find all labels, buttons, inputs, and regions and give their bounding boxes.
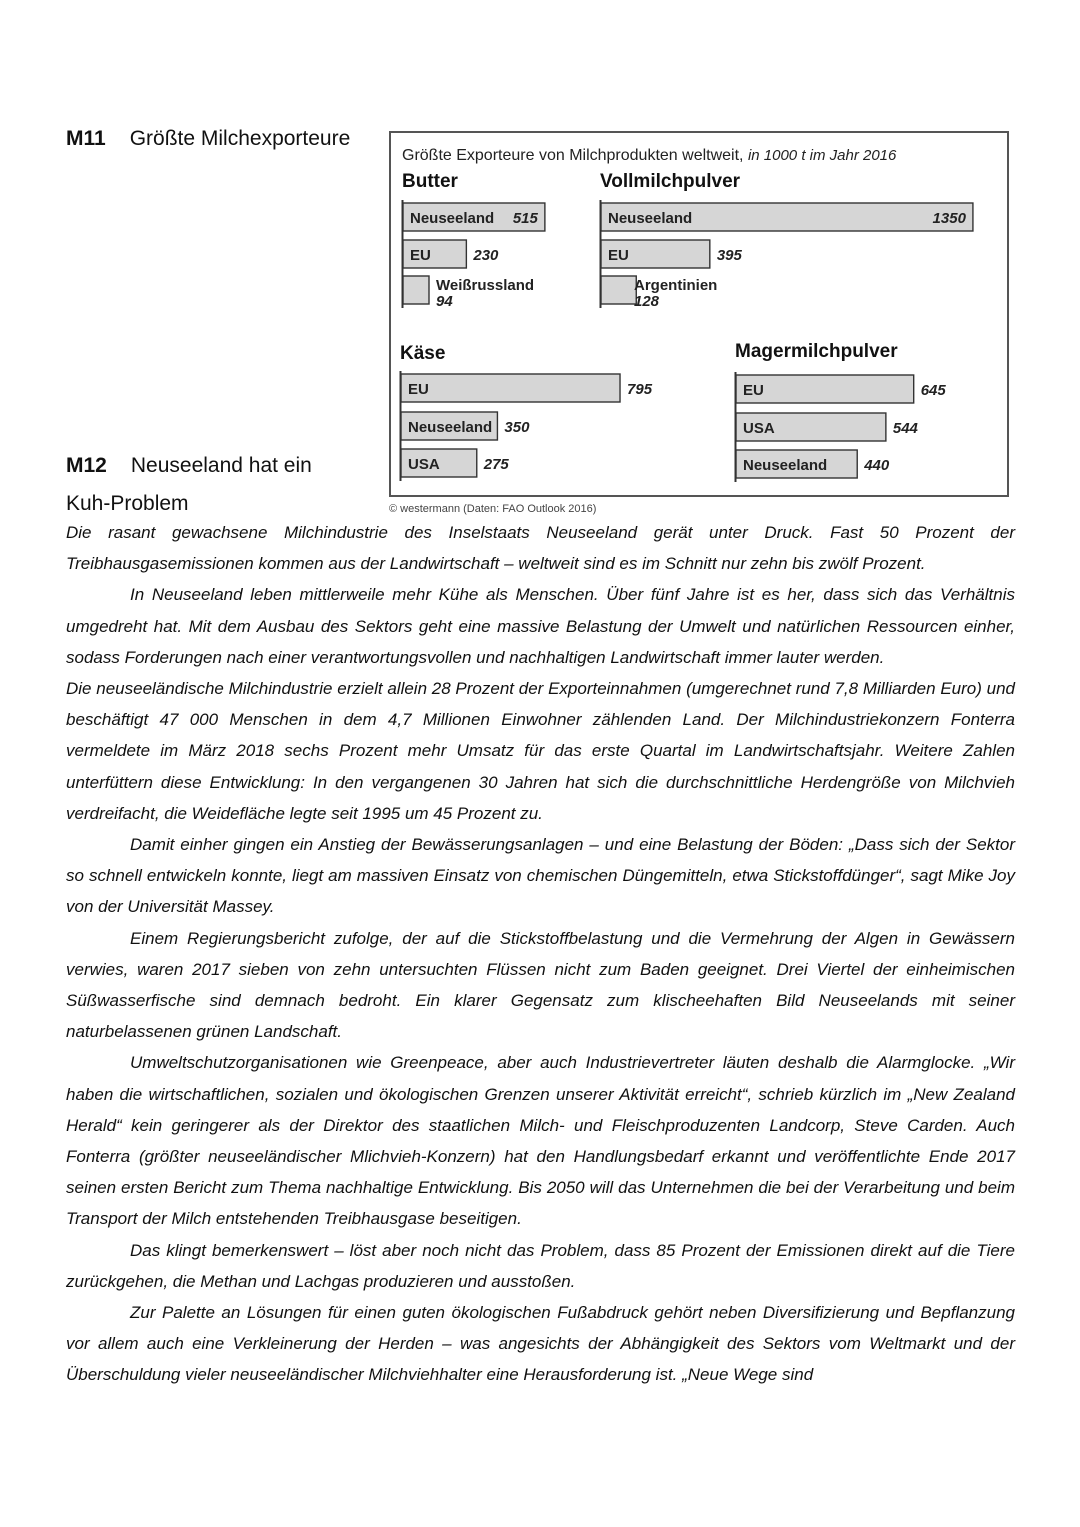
bar-value-4-3: 440 [864,457,890,474]
bar-label-2-2: EU [608,247,629,264]
bar-value-1-1: 515 [512,210,538,227]
m12-heading [66,447,356,523]
article-paragraph-5: Einem Regierungsbericht zufolge, der auf die Stickstoffbelastung und die Vermehrung der Algen in Gewässern verwies, waren 2017 sieben von zehn untersuchten Flüssen nicht zum Baden geeignet. Drei Viertel der einheimischen Süßwasserfische sind demnach bedroht. Ein klarer Gegensatz zum klischeehaften Bild Neuseelands mit seiner naturbelassenen grünen Landschaft. [66,928,1015,1042]
panel-title-3: Käse [400,343,446,364]
bar-value-3-1: 795 [627,381,653,398]
bar-value-4-1: 645 [920,382,946,399]
bar-label-1-2: EU [410,247,431,264]
bar-3-1 [401,374,620,402]
m11-label: M11 [66,127,106,150]
article-paragraph-7: Das klingt bemerkenswert – löst aber noch nicht das Problem, dass 85 Prozent der Emissionen direkt auf die Tiere zurückgehen, die Methan und Lachgas produzieren und ausstoßen. [66,1240,1015,1291]
article-paragraph-4: Damit einher gingen ein Anstieg der Bewässerungsanlagen – und eine Belastung der Böden: „Dass sich der Sektor so schnell entwickeln konnte, liegt am massiven Einsatz von chemischen Düngemitteln, etwa Stickstoffdünger“, sagt Mike Joy von der Universität Massey. [66,835,1015,917]
m11-title: Größte Milchexporteure [129,127,351,150]
bar-value-4-2: 544 [892,420,918,437]
article-paragraph-8: Zur Palette an Lösungen für einen guten ökologischen Fußabdruck gehört neben Diversifizierung und Bepflanzung vor allem auch eine Verkleinerung der Herden – was angesichts der Abhängigkeit des Sektors vom Weltmarkt und der Überschuldung vieler neuseeländischer Milchviehhalter eine Herausforderung ist. „Neue Wege sind [66,1303,1015,1385]
bar-value-3-3: 275 [483,456,509,473]
bar-label-1-3: Weißrussland [436,277,535,294]
bar-label-4-2: USA [743,420,775,437]
panel-title-2: Vollmilchpulver [600,171,741,192]
bar-1-3 [403,276,429,304]
bar-label-2-3: Argentinien [634,277,718,294]
article-paragraph-2: In Neuseeland leben mittlerweile mehr Kühe als Menschen. Über fünf Jahre ist es her, dass sich das Verhältnis umgedreht hat. Mit dem Ausbau des Sektors geht eine massive Belastung der Umwelt und natürlichen Ressourcen einher, sodass Forderungen nach einer verantwortungsvollen und nachhaltigen Landwirtschaft immer lauter werden. [66,585,1015,667]
bar-value-2-2: 395 [716,247,742,264]
article-paragraph-1: Die rasant gewachsene Milchindustrie des Inselstaats Neuseeland gerät unter Druck. Fast 50 Prozent der Treibhausgasemissionen kommen aus der Landwirtschaft – weltweit sind es im Schnitt nur zehn bis zwölf Prozent. [66,523,1015,574]
article-paragraph-3: Die neuseeländische Milchindustrie erzielt allein 28 Prozent der Exporteinnahmen (umgerechnet rund 7,8 Milliarden Euro) und beschäftigt 47 000 Menschen in dem 4,7 Millionen Einwohner zählenden Land. Der Milchindustriekonzern Fonterra vermeldete im März 2018 sechs Prozent mehr Umsatz für das erste Quartal im Landwirtschaftsjahr. Weitere Zahlen unterfüttern diese Entwicklung: In den vergangenen 30 Jahren hat sich die durchschnittliche Herdengröße von Milchvieh verdreifacht, die Weidefläche legte seit 1995 um 45 Prozent zu. [66,679,1015,823]
m11-heading [66,127,350,151]
bar-value-1-2: 230 [473,247,499,264]
m12-label: M12 [66,454,107,477]
panel-title-1: Butter [402,171,458,192]
bar-label-2-1: Neuseeland [608,210,693,227]
bar-label-3-1: EU [408,381,429,398]
bar-label-4-3: Neuseeland [743,457,828,474]
bar-value-1-3: 94 [436,293,453,310]
article [66,517,1015,1391]
bar-2-3 [601,276,636,304]
bar-value-3-2: 350 [504,419,530,436]
export-chart-svg [391,133,1007,495]
bar-label-4-1: EU [743,382,764,399]
chart-title: Größte Exporteure von Milchprodukten weltweit, in 1000 t im Jahr 2016 [402,147,897,164]
export-chart [389,131,1009,497]
bar-label-3-2: Neuseeland [408,419,493,436]
m12-title: Neuseeland hat ein Kuh-Problem [66,454,312,515]
bar-value-2-1: 1350 [932,210,966,227]
bar-label-1-1: Neuseeland [410,210,495,227]
bar-value-2-3: 128 [634,293,660,310]
article-paragraph-6: Umweltschutzorganisationen wie Greenpeace, aber auch Industrievertreter läuten deshalb die Alarmglocke. „Wir haben die wirtschaftlichen, sozialen und ökologischen Grenzen unserer Aktivität erreicht“, schrieb kürzlich im „New Zealand Herald“ kein geringerer als der Direktor des staatlichen Milch- und Fleischproduzenten Landcorp, Steve Carden. Auch Fonterra (größter neuseeländischer Mlichvieh-Konzern) hat den Handlungsbedarf erkannt und veröffentlichte Ende 2017 seinen ersten Bericht zum Thema nachhaltige Entwicklung. Bis 2050 will das Unternehmen die bei der Verarbeitung und beim Transport der Milch entstehenden Treibhausgase beseitigen. [66,1053,1015,1229]
panel-title-4: Magermilchpulver [735,341,898,362]
bar-label-3-3: USA [408,456,440,473]
chart-credit: © westermann (Daten: FAO Outlook 2016) [389,503,597,515]
